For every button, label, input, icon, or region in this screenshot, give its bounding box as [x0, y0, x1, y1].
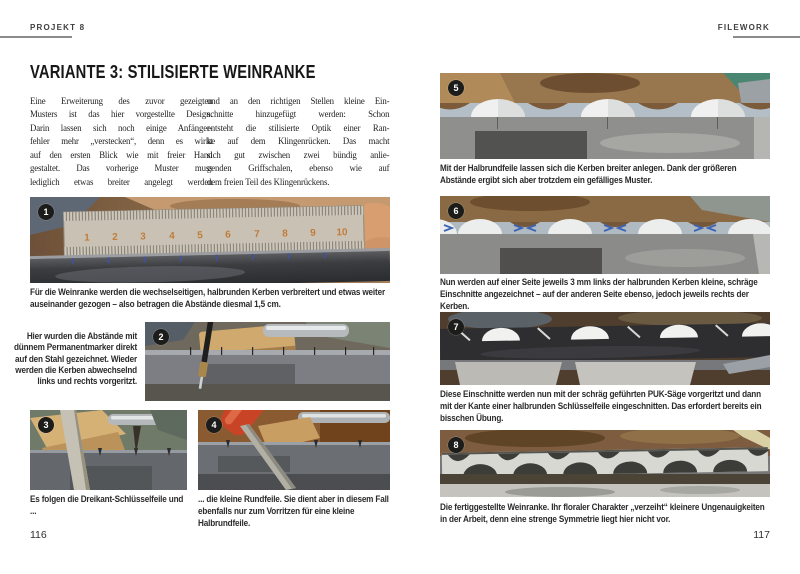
- intro-column-2: [207, 96, 389, 190]
- body-line: Eine Erweiterung des zuvor gezeigten: [30, 97, 213, 107]
- step-badge-6: 6: [448, 203, 464, 219]
- svg-text:9: 9: [310, 227, 316, 239]
- body-line: gestaltet. Das vorherige Muster muss: [30, 164, 213, 175]
- photo-step-2-marking: [145, 322, 390, 401]
- svg-text:10: 10: [336, 227, 348, 239]
- page-title: VARIANTE 3: STILISIERTE WEINRANKE: [30, 62, 316, 82]
- svg-text:7: 7: [254, 228, 260, 241]
- body-line: Darin lassen sich noch einige Anfänger-: [30, 123, 213, 134]
- svg-text:4: 4: [169, 230, 175, 242]
- photo-step-7-cut-notches: [440, 312, 770, 385]
- photo-step-5-notches-widened: [440, 73, 770, 159]
- step-caption-1: Für die Weinranke werden die wechselseitigen, halbrunden Kerben verbreitert und etwas weiter auseinander gezogen – also betragen die Abstände diesmal 1,5 cm.: [30, 287, 385, 311]
- running-head-rule-left: [0, 36, 72, 38]
- svg-text:3: 3: [140, 231, 146, 243]
- clamp-rod: [263, 324, 349, 337]
- body-line: und an den richtigen Stellen kleine Ein-: [207, 97, 390, 107]
- step-caption-2: Hier wurden die Abstände mit dünnem Permanentmarker direkt auf den Stahl gezeichnet. Wieder werden die Kerben abwechselnd links und rechts vorgeritzt.: [13, 331, 138, 388]
- intro-column-1: [30, 96, 212, 190]
- running-head-rule-right: [733, 36, 800, 38]
- svg-text:2: 2: [112, 231, 118, 244]
- svg-text:8: 8: [282, 228, 288, 240]
- step-badge-7: 7: [448, 319, 464, 335]
- svg-text:5: 5: [197, 230, 203, 242]
- step-badge-2: 2: [153, 329, 169, 345]
- photo-step-8-finished-vine: [440, 430, 770, 497]
- step-caption-7: Diese Einschnitte werden nun mit der schräg geführten PUK-Säge vorgeritzt und dann mit der Kante einer halbrunden Schlüsselfeile eingeschnitten. Das erfordert bereits ein bisschen Übung.: [440, 389, 762, 425]
- filed-half-round-notches: [471, 99, 745, 117]
- photo-step-4-round-file: [198, 410, 390, 490]
- step-badge-4: 4: [206, 417, 222, 433]
- svg-text:6: 6: [225, 229, 231, 241]
- step-caption-5: Mit der Halbrundfeile lassen sich die Kerben breiter anlegen. Dank der größeren Abstände ergibt sich aber trotzdem ein gefälliges Muster.: [440, 163, 737, 187]
- body-line: lediglich etwas breiter angelegt werden: [30, 177, 213, 188]
- page-number-left: 116: [30, 529, 47, 541]
- running-head-left: PROJEKT 8: [30, 23, 86, 32]
- body-line: fehler mehr „verstecken“, denn es wirkt: [30, 137, 213, 148]
- photo-step-6-marked-cuts: [440, 196, 770, 274]
- body-line: auf den ersten Blick wie mit freier Hand: [30, 150, 213, 161]
- body-line: schnitte hinzugefügt werden: Schon: [207, 110, 390, 121]
- step-badge-5: 5: [448, 80, 464, 96]
- body-line: ke auf dem Klingenrücken. Das macht: [207, 137, 390, 148]
- step-badge-1: 1: [38, 204, 54, 220]
- body-line: sich gut zwischen zwei bündig anlie-: [207, 150, 390, 161]
- page-number-right: 117: [753, 529, 770, 541]
- body-line: genden Griffschalen, ebenso wie auf: [207, 164, 390, 175]
- photo-step-1-ruler-measure: [30, 197, 390, 283]
- clamp-jaw: [575, 362, 696, 385]
- step-caption-6: Nun werden auf einer Seite jeweils 3 mm links der halbrunden Kerben kleine, schräge Einschnitte angezeichnet – auf der anderen Seite ebenso, jedoch jeweils rechts der Kerben.: [440, 277, 758, 313]
- body-line: dem freien Teil des Klingenrückens.: [207, 177, 330, 188]
- step-badge-3: 3: [38, 417, 54, 433]
- running-head-right: FILEWORK: [717, 23, 770, 32]
- step-caption-8: Die fertiggestellte Weinranke. Ihr floraler Charakter „verzeiht“ kleinere Ungenauigkeiten in der Arbeit, denn eine strenge Symmetrie liegt hier nicht vor.: [440, 502, 765, 526]
- step-badge-8: 8: [448, 437, 464, 453]
- body-line: Musters ist das hier vorgestellte Design.: [30, 110, 213, 121]
- dark-bar: [440, 474, 770, 484]
- step-caption-4: ... die kleine Rundfeile. Sie dient aber in diesem Fall ebenfalls nur zum Vorritzen für eine kleine Halbrundfeile.: [198, 494, 389, 530]
- svg-text:1: 1: [84, 232, 90, 244]
- body-line: entsteht die stilisierte Optik einer Ran-: [207, 123, 390, 134]
- step-caption-3: Es folgen die Dreikant-Schlüsselfeile und ...: [30, 494, 184, 518]
- clamp-jaw: [455, 362, 562, 385]
- steel-bar: [440, 323, 770, 363]
